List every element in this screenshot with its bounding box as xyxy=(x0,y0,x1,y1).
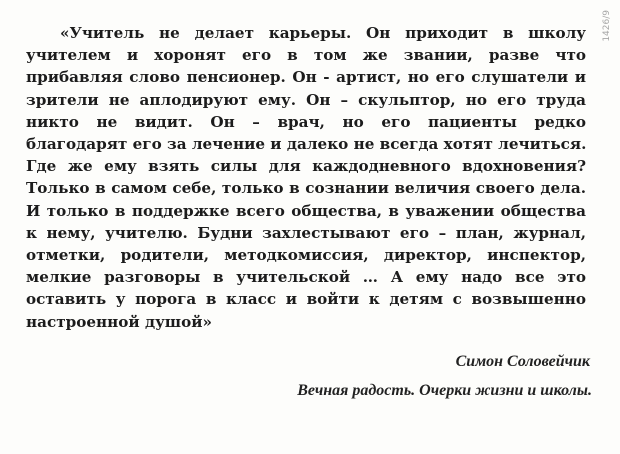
quote-line: отметки, родители, методкомиссия, директор, инспектор, xyxy=(26,246,586,265)
quote-line: И только в поддержке всего общества, в уважении общества xyxy=(26,201,586,220)
quote-line: мелкие разговоры в учительской … А ему надо все это xyxy=(26,268,586,287)
quote-line: к нему, учителю. Будни захлестывают его – план, журнал, xyxy=(26,223,586,242)
quote-line: Где же ему взять силы для каждодневного вдохновения? xyxy=(26,157,586,176)
source-title: Вечная радость. Очерки жизни и школы. xyxy=(297,382,592,399)
quote-line: оставить у порога в класс и войти к детям с возвышенно xyxy=(26,290,586,309)
author-name: Симон Соловейчик xyxy=(455,353,590,370)
quote-line: зрители не аплодируют ему. Он – скульптор, но его труда xyxy=(26,90,586,109)
quote-line: «Учитель не делает карьеры. Он приходит в школу xyxy=(60,24,586,42)
handwritten-note: 1426/9 xyxy=(602,10,612,42)
quote-line: настроенной душой» xyxy=(26,312,212,331)
quote-line: прибавляя слово пенсионер. Он - артист, но его слушатели и xyxy=(26,68,586,87)
quote-line: никто не видит. Он – врач, но его пациенты редко xyxy=(26,112,586,131)
quote-line: благодарят его за лечение и далеко не всегда хотят лечиться. xyxy=(26,135,587,154)
quote-line: Только в самом себе, только в сознании величия своего дела. xyxy=(26,179,586,198)
quote-line: учителем и хоронят его в том же звании, разве что xyxy=(26,46,586,65)
quote-text xyxy=(26,22,586,333)
